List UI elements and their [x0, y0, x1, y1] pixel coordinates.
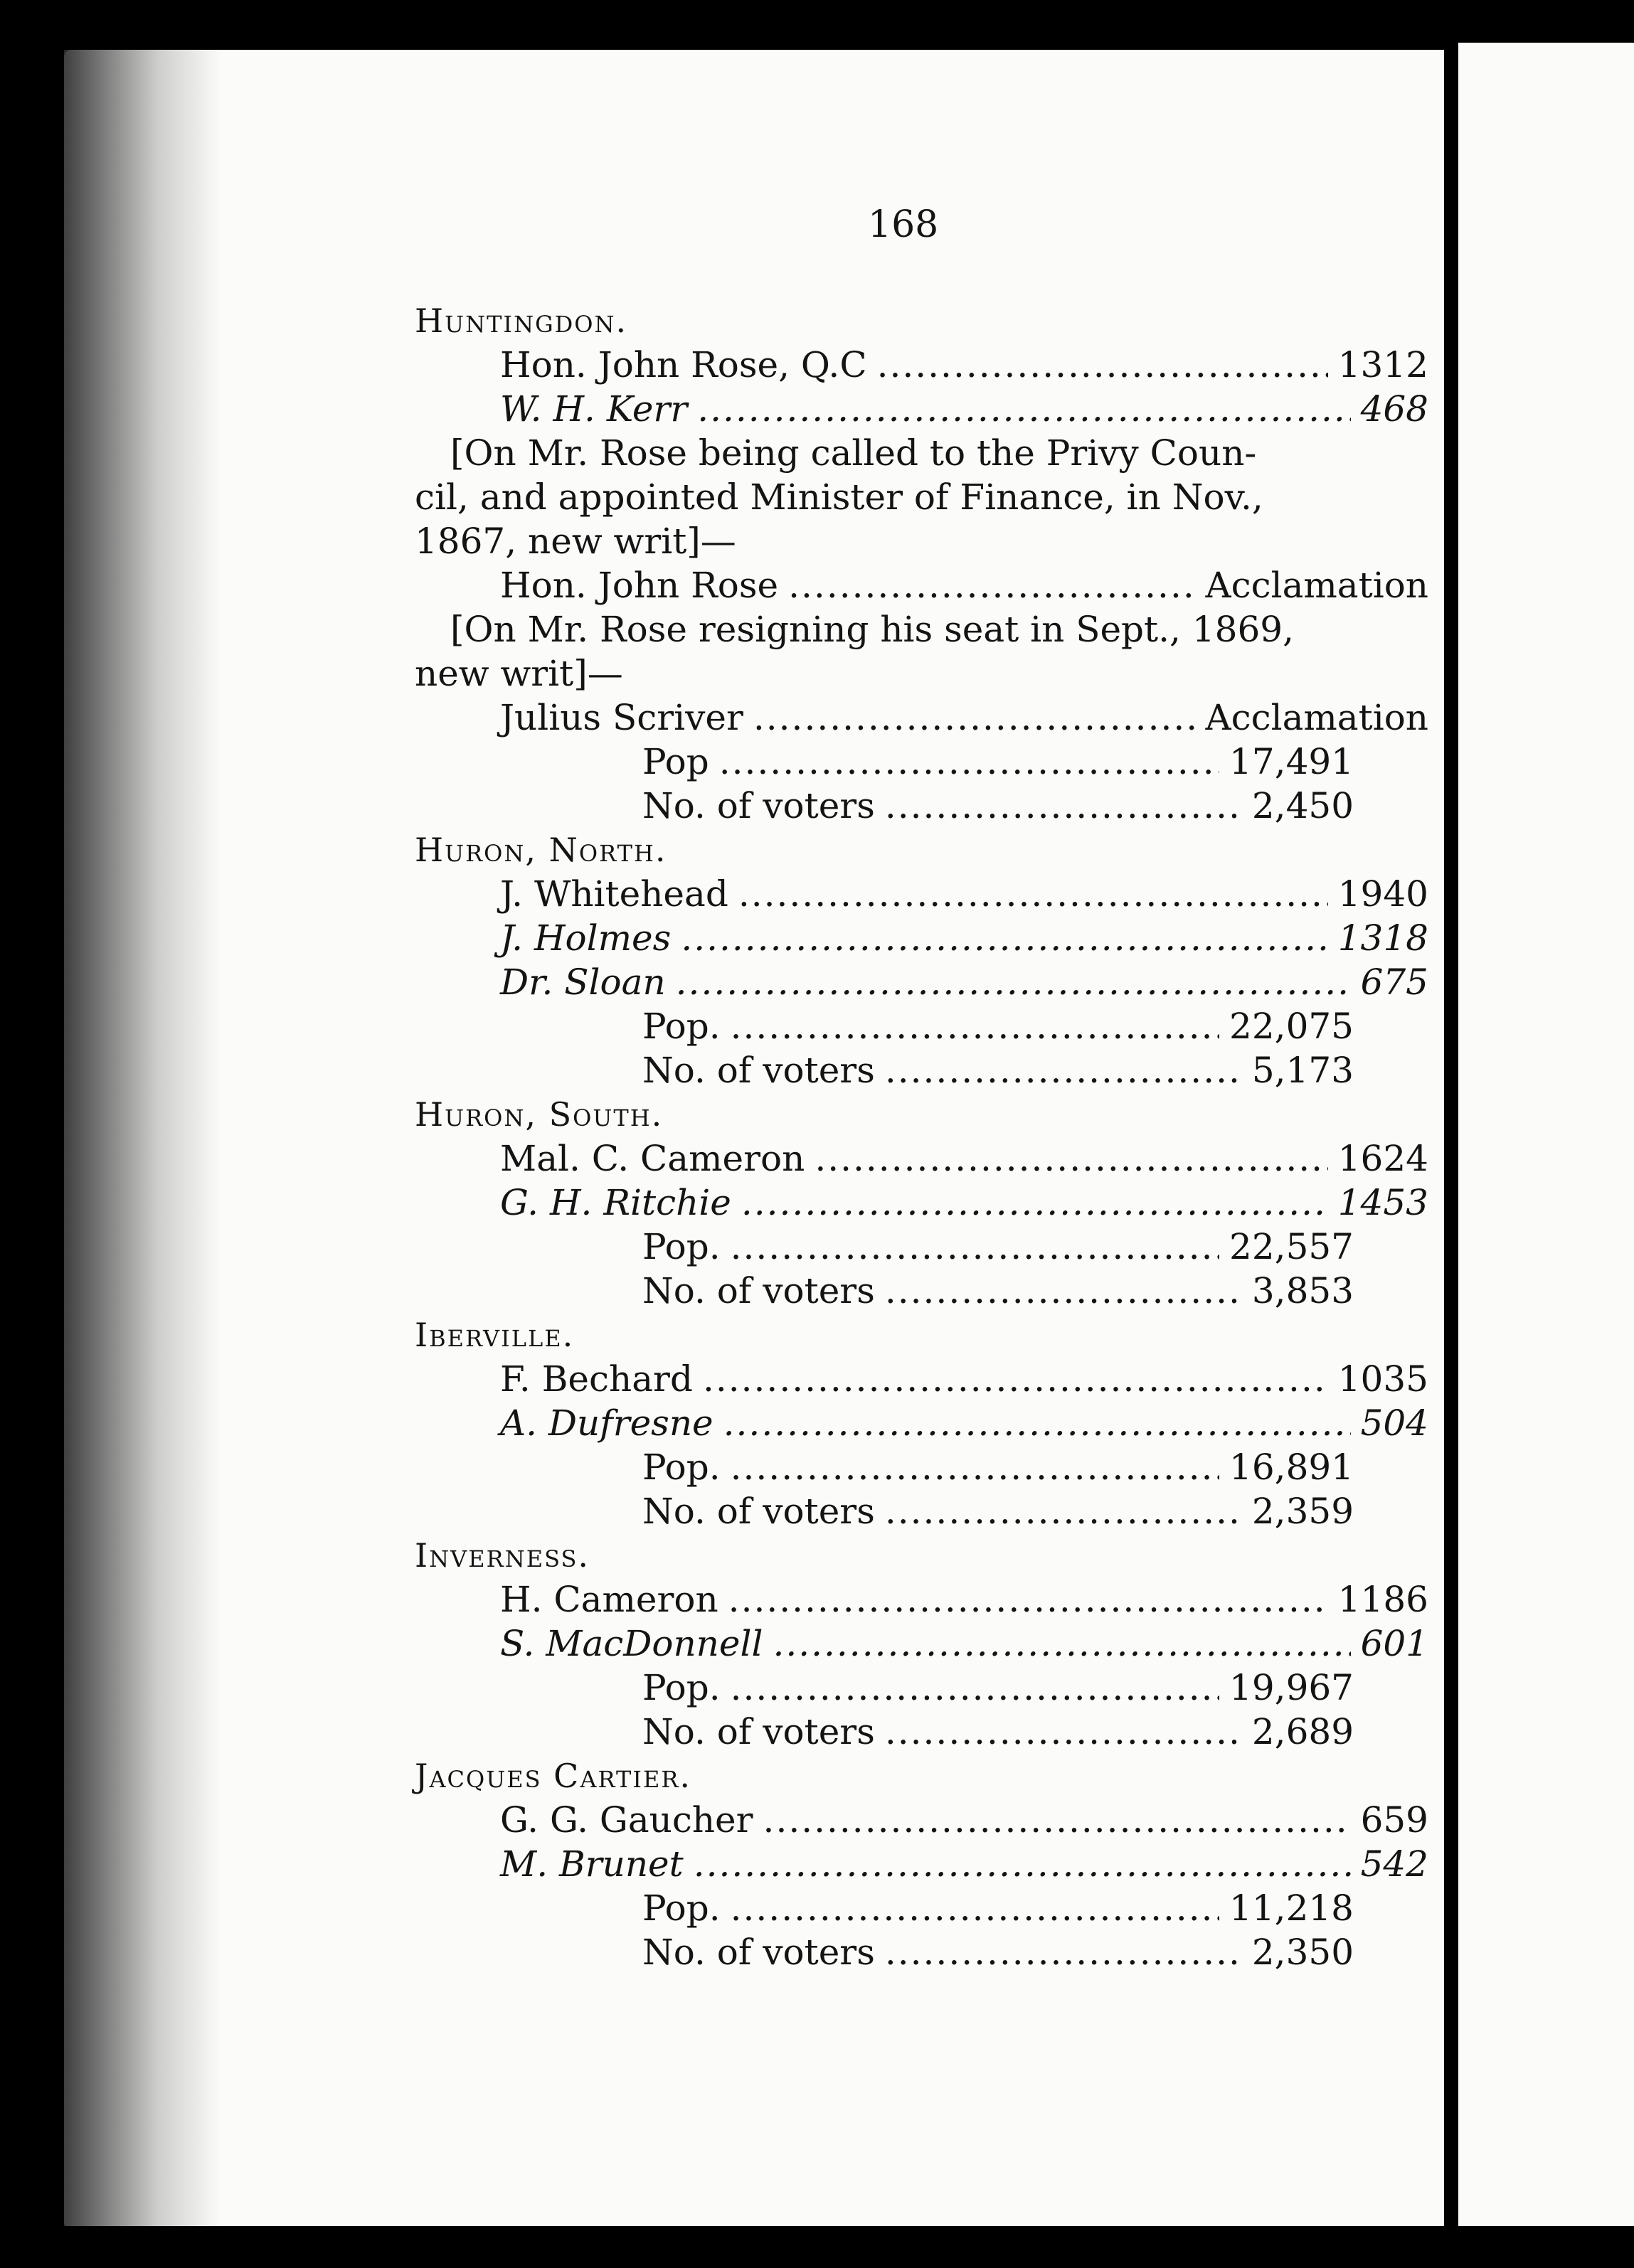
candidate-name: Hon. John Rose: [500, 565, 779, 606]
candidate-line: [415, 1577, 1428, 1622]
candidate-line: [415, 1401, 1428, 1445]
vote-count: 1940: [1337, 873, 1428, 915]
candidate-line: [415, 1798, 1428, 1842]
population-value: 22,557: [1229, 1226, 1354, 1267]
population-label: Pop.: [642, 1888, 721, 1929]
candidate-line: [415, 1357, 1428, 1401]
population-label: Pop.: [642, 1006, 721, 1047]
vote-count: Acclamation: [1205, 565, 1428, 606]
voters-line: [415, 784, 1354, 828]
section-huron-north: [415, 828, 1428, 1092]
dot-leader: [753, 696, 1196, 740]
dot-leader: [728, 1577, 1328, 1622]
dot-leader: [676, 960, 1351, 1004]
voters-label: No. of voters: [642, 1932, 875, 1973]
vote-count: 659: [1360, 1799, 1428, 1841]
dot-leader: [681, 916, 1327, 960]
vote-count: 468: [1360, 388, 1428, 430]
vote-count: 1186: [1337, 1579, 1428, 1620]
voters-value: 2,689: [1251, 1711, 1354, 1752]
population-value: 11,218: [1229, 1888, 1354, 1929]
candidate-name: J. Holmes: [500, 917, 672, 959]
population-value: 22,075: [1229, 1006, 1354, 1047]
candidate-name: Mal. C. Cameron: [500, 1138, 805, 1179]
candidate-line: [415, 1842, 1428, 1886]
voters-label: No. of voters: [642, 1491, 875, 1532]
population-line: [415, 1004, 1354, 1048]
dot-leader: [694, 1842, 1351, 1886]
candidate-name: J. Whitehead: [500, 873, 728, 915]
dot-leader: [738, 872, 1328, 916]
section-heading: Inverness.: [415, 1536, 590, 1575]
note-line: cil, and appointed Minister of Finance, in Nov.,: [415, 477, 1263, 518]
note-line: 1867, new writ]—: [415, 521, 736, 562]
dot-leader: [731, 1004, 1219, 1048]
dot-leader: [815, 1136, 1327, 1181]
section-jacques-cartier: [415, 1754, 1428, 1974]
population-line: [415, 740, 1354, 784]
dot-leader: [719, 740, 1219, 784]
candidate-name: W. H. Kerr: [500, 388, 688, 430]
note-line: [On Mr. Rose being called to the Privy Coun-: [450, 432, 1257, 474]
population-label: Pop.: [642, 1667, 721, 1708]
section-heading: Huntingdon.: [415, 302, 628, 340]
dot-leader: [723, 1401, 1351, 1445]
candidate-line: [415, 872, 1428, 916]
dot-leader: [877, 343, 1328, 387]
population-line: [415, 1225, 1354, 1269]
population-value: 19,967: [1229, 1667, 1354, 1708]
dot-leader: [703, 1357, 1328, 1401]
candidate-line: [415, 387, 1428, 431]
note-line: [On Mr. Rose resigning his seat in Sept., 1869,: [450, 609, 1294, 650]
section-inverness: [415, 1533, 1428, 1754]
section-heading: Huron, South.: [415, 1095, 664, 1134]
candidate-line: [415, 1622, 1428, 1666]
candidate-name: H. Cameron: [500, 1579, 718, 1620]
candidate-line: [415, 960, 1428, 1004]
candidate-name: Hon. John Rose, Q.C: [500, 344, 867, 385]
candidate-name: M. Brunet: [500, 1843, 684, 1885]
population-line: [415, 1445, 1354, 1489]
dot-leader: [885, 1930, 1242, 1974]
voters-line: [415, 1489, 1354, 1533]
election-results-text: [415, 199, 1428, 1974]
voters-value: 2,450: [1251, 785, 1354, 826]
dot-leader: [731, 1445, 1219, 1489]
voters-label: No. of voters: [642, 1711, 875, 1752]
vote-count: 1453: [1337, 1182, 1428, 1223]
candidate-line: [415, 1136, 1428, 1181]
section-heading: Jacques Cartier.: [415, 1757, 692, 1795]
candidate-name: Julius Scriver: [500, 697, 743, 738]
population-line: [415, 1886, 1354, 1930]
vote-count: 504: [1360, 1402, 1428, 1444]
population-value: 17,491: [1229, 741, 1354, 782]
population-line: [415, 1666, 1354, 1710]
dot-leader: [697, 387, 1350, 431]
candidate-line: [415, 1181, 1428, 1225]
candidate-line: [415, 916, 1428, 960]
vote-count: 1318: [1337, 917, 1428, 959]
page-number: 168: [868, 203, 939, 246]
candidate-name: F. Bechard: [500, 1358, 693, 1400]
section-huntingdon: [415, 299, 1428, 828]
page-gutter-shadow: [64, 50, 221, 2226]
dot-leader: [731, 1225, 1219, 1269]
dot-leader: [885, 784, 1242, 828]
vote-count: 1624: [1337, 1138, 1428, 1179]
dot-leader: [885, 1710, 1242, 1754]
candidate-name: Dr. Sloan: [500, 962, 666, 1003]
vote-count: 1312: [1337, 344, 1428, 385]
vote-count: Acclamation: [1205, 697, 1428, 738]
note-line: new writ]—: [415, 653, 623, 694]
candidate-name: G. G. Gaucher: [500, 1799, 753, 1841]
voters-value: 5,173: [1251, 1050, 1354, 1091]
dot-leader: [885, 1269, 1242, 1313]
candidate-line: [415, 563, 1428, 607]
candidate-name: G. H. Ritchie: [500, 1182, 731, 1223]
dot-leader: [885, 1489, 1242, 1533]
dot-leader: [788, 563, 1195, 607]
vote-count: 675: [1360, 962, 1428, 1003]
dot-leader: [763, 1798, 1351, 1842]
population-value: 16,891: [1229, 1447, 1354, 1488]
voters-label: No. of voters: [642, 1270, 875, 1311]
population-label: Pop.: [642, 1226, 721, 1267]
voters-line: [415, 1269, 1354, 1313]
candidate-name: A. Dufresne: [500, 1402, 713, 1444]
section-huron-south: [415, 1092, 1428, 1313]
voters-line: [415, 1930, 1354, 1974]
population-label: Pop.: [642, 1447, 721, 1488]
facing-page-edge: [1458, 43, 1634, 2226]
voters-label: No. of voters: [642, 1050, 875, 1091]
dot-leader: [731, 1886, 1219, 1930]
section-iberville: [415, 1313, 1428, 1533]
dot-leader: [731, 1666, 1219, 1710]
vote-count: 542: [1360, 1843, 1428, 1885]
voters-value: 2,350: [1251, 1932, 1354, 1973]
section-heading: Huron, North.: [415, 831, 667, 869]
candidate-line: [415, 343, 1428, 387]
population-label: Pop: [642, 741, 709, 782]
dot-leader: [741, 1181, 1328, 1225]
section-heading: Iberville.: [415, 1316, 575, 1354]
voters-line: [415, 1048, 1354, 1092]
voters-value: 3,853: [1251, 1270, 1354, 1311]
candidate-line: [415, 696, 1428, 740]
vote-count: 601: [1360, 1623, 1428, 1664]
vote-count: 1035: [1337, 1358, 1428, 1400]
voters-label: No. of voters: [642, 785, 875, 826]
voters-value: 2,359: [1251, 1491, 1354, 1532]
voters-line: [415, 1710, 1354, 1754]
dot-leader: [885, 1048, 1242, 1092]
dot-leader: [773, 1622, 1350, 1666]
candidate-name: S. MacDonnell: [500, 1623, 763, 1664]
